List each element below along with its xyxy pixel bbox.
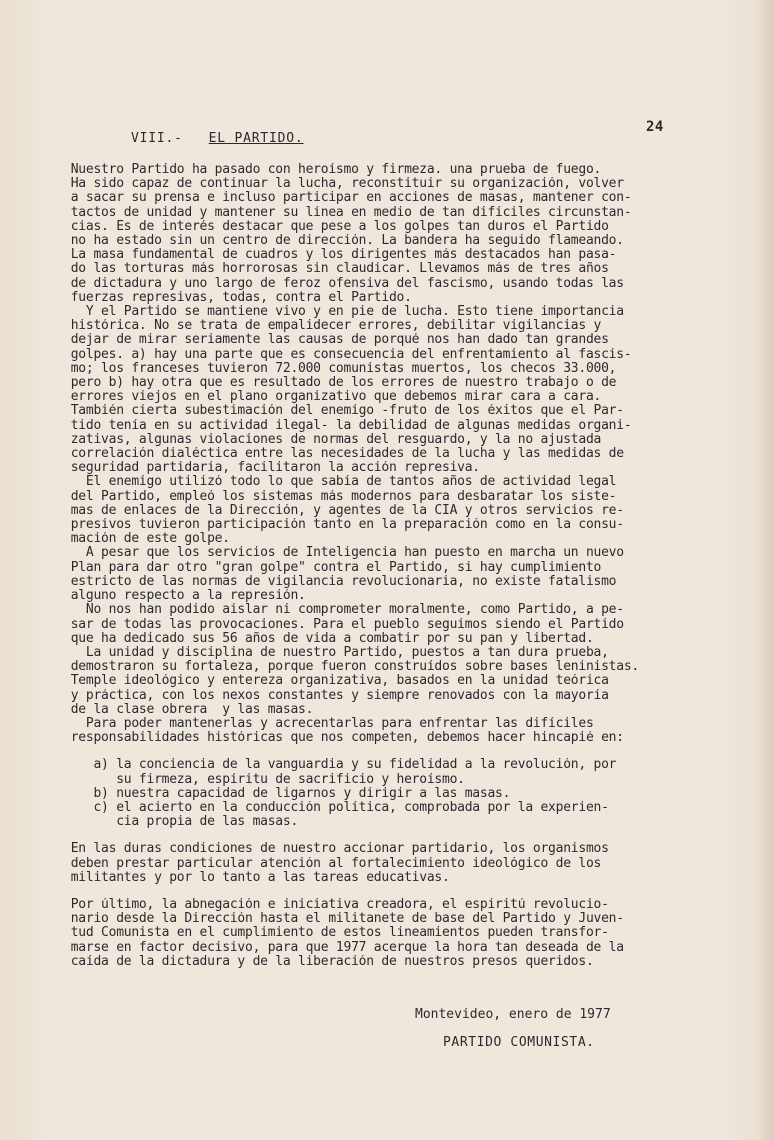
page-number: 24 (646, 119, 664, 135)
text-line: correlación dialéctica entre las necesidades de la lucha y las medidas de (48, 447, 624, 462)
text-line: alguno respecto a la represión. (48, 589, 306, 604)
section-title: EL PARTIDO. (208, 131, 304, 146)
text-line: Ha sido capaz de continuar la lucha, reconstituir su organización, volver (48, 177, 624, 192)
text-line: Nuestro Partido ha pasado con heroísmo y firmeza. una prueba de fuego. (48, 163, 602, 177)
text-line: En las duras condiciones de nuestro accionar partidario, los organismos (48, 842, 609, 857)
text-line: Plan para dar otro "gran golpe" contra el Partido, si hay cumplimiento (48, 560, 602, 575)
text-line: mación de este golpe. (48, 532, 230, 547)
text-line: Para poder mantenerlas y acrecentarlas para enfrentar las difíciles (48, 716, 594, 731)
section-heading (131, 131, 304, 146)
text-line: tud Comunista en el cumplimiento de estos lineamientos pueden transfor- (48, 926, 609, 941)
signing-organization: PARTIDO COMUNISTA. (443, 1035, 595, 1050)
text-line: pero b) hay otra que es resultado de los errores de nuestro trabajo o de (48, 376, 617, 391)
text-line: del Partido, empleó los sistemas más modernos para desbaratar los siste- (48, 489, 617, 504)
text-line (48, 829, 708, 842)
text-line: seguridad partidaria, facilitaron la acción represiva. (48, 461, 480, 476)
text-line: cia propia de las masas. (48, 815, 299, 830)
text-line: a sacar su prensa e incluso participar en acciones de masas, mantener con- (48, 191, 632, 206)
text-line: mo; los franceses tuvieron 72.000 comunistas muertos, los checos 33.000, (48, 361, 617, 376)
text-line: caída de la dictadura y de la liberación de nuestros presos queridos. (48, 954, 594, 969)
text-line: deben prestar particular atención al fortalecimiento ideológico de los (48, 856, 602, 871)
body-text (48, 163, 708, 969)
text-line: no ha estado sin un centro de dirección. La bandera ha seguido flameando. (48, 234, 624, 249)
text-line: fuerzas represivas, todas, contra el Partido. (48, 290, 412, 305)
text-line: a) la conciencia de la vanguardia y su fidelidad a la revolución, por (48, 758, 617, 773)
text-line: No nos han podido aislar ni comprometer moralmente, como Partido, a pe- (48, 603, 624, 618)
text-line: militantes y por lo tanto a las tareas educativas. (48, 870, 450, 885)
text-line: Por último, la abnegación e iniciativa creadora, el espiritú revolucio- (48, 897, 609, 912)
text-line: c) el acierto en la conducción política, comprobada por la experien- (48, 800, 609, 815)
text-line: Temple ideológico y entereza organizativa, basados en la unidad teórica (48, 674, 609, 689)
text-line: También cierta subestimación del enemigo -fruto de los éxitos que el Par- (48, 404, 624, 419)
text-line: histórica. No se trata de empalidecer errores, debilitar vigilancias y (48, 319, 602, 334)
text-line: tido tenía en su actividad ilegal- la debilidad de algunas medidas organi- (48, 418, 632, 433)
text-line: nario desde la Dirección hasta el militanete de base del Partido y Juven- (48, 912, 624, 927)
text-line: su firmeza, espíritu de sacrificio y heroísmo. (48, 772, 465, 787)
text-line: responsabilidades históricas que nos competen, debemos hacer hincapié en: (48, 731, 624, 746)
text-line: de dictadura y uno largo de feroz ofensiva del fascismo, usando todas las (48, 276, 624, 291)
text-line: zativas, algunas violaciones de normas del resguardo, y la no ajustada (48, 432, 602, 447)
text-line: tactos de unidad y mantener su línea en medio de tan difíciles circunstan- (48, 205, 632, 220)
text-line: dejar de mirar seriamente las causas de porqué nos han dado tan grandes (48, 333, 609, 348)
text-line: sar de todas las provocaciones. Para el pueblo seguimos siendo el Partido (48, 617, 624, 632)
text-line: errores viejos en el plano organizativo que debemos mirar cara a cara. (48, 390, 602, 405)
text-line (48, 885, 708, 898)
text-line: golpes. a) hay una parte que es consecuencia del enfrentamiento al fascis- (48, 347, 632, 362)
text-line: El enemigo utilizó todo lo que sabía de tantos años de actividad legal (48, 475, 617, 490)
page-edge (759, 0, 773, 1140)
text-line: y práctica, con los nexos constantes y siempre renovados con la mayoría (48, 688, 609, 703)
text-line: cias. Es de interés destacar que pese a los golpes tan duros el Partido (48, 219, 609, 234)
text-line (48, 745, 708, 758)
text-line: presivos tuvieron participación tanto en la preparación como en la consu- (48, 518, 624, 533)
text-line: Y el Partido se mantiene vivo y en pie de lucha. Esto tiene importancia (48, 305, 624, 320)
place-and-date: Montevideo, enero de 1977 (415, 1007, 611, 1022)
text-line: estricto de las normas de vigilancia revolucionaria, no existe fatalismo (48, 574, 617, 589)
text-line: A pesar que los servicios de Inteligencia han puesto en marcha un nuevo (48, 546, 624, 561)
text-line: La masa fundamental de cuadros y los dirigentes más destacados han pasa- (48, 248, 617, 263)
text-line: b) nuestra capacidad de ligarnos y dirigir a las masas. (48, 786, 511, 801)
text-line: do las torturas más horrorosas sin claudicar. Llevamos más de tres años (48, 262, 609, 277)
text-line: La unidad y disciplina de nuestro Partido, puestos a tan dura prueba, (48, 645, 609, 660)
text-line: de la clase obrera y las masas. (48, 702, 314, 717)
section-number: VIII.- (131, 131, 183, 146)
text-line: demostraron su fortaleza, porque fueron construídos sobre bases leninistas. (48, 660, 639, 675)
text-line: mas de enlaces de la Dirección, y agentes de la CIA y otros servicios re- (48, 503, 624, 518)
text-line: marse en factor decisivo, para que 1977 acerque la hora tan deseada de la (48, 940, 624, 955)
text-line: que ha dedicado sus 56 años de vida a combatir por su pan y libertad. (48, 631, 594, 646)
